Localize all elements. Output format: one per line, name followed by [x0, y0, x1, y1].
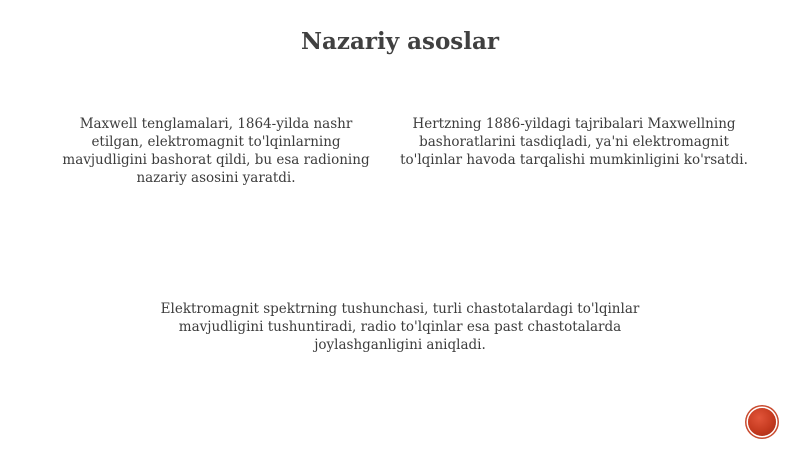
red-circle-icon[interactable] [748, 408, 776, 436]
paragraph-maxwell: Maxwell tenglamalari, 1864-yilda nashr etilgan, elektromagnit to'lqinlarning mavjudligini bashorat qildi, bu esa radioning nazariy asosini yaratdi. [62, 116, 370, 186]
slide-title: Nazariy asoslar [300, 28, 499, 55]
paragraph-spectrum: Elektromagnit spektrning tushunchasi, turli chastotalardagi to'lqinlar mavjudligini tushuntiradi, radio to'lqinlar esa past chastotalarda joylashganligini aniqladi. [160, 301, 640, 353]
paragraph-hertz: Hertzning 1886-yildagi tajribalari Maxwellning bashoratlarini tasdiqladi, ya'ni elektromagnit to'lqinlar havoda tarqalishi mumkinligini ko'rsatdi. [400, 116, 748, 168]
